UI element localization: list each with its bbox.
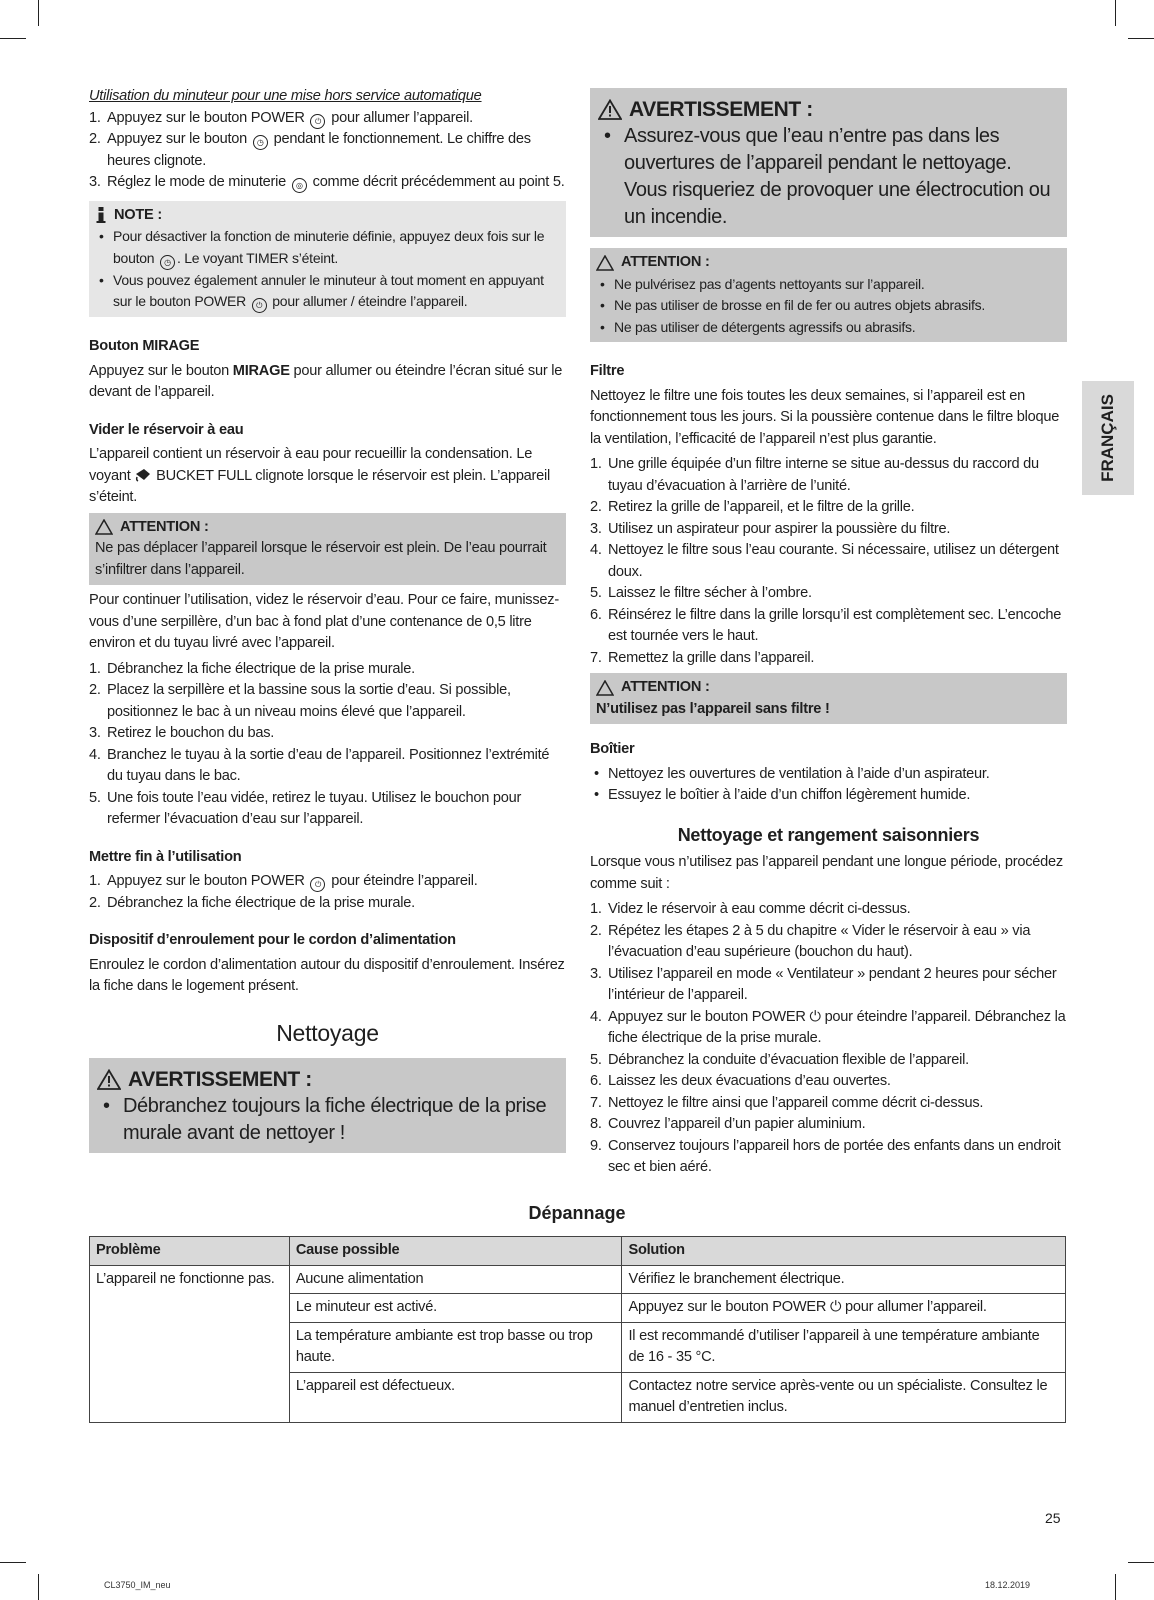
list-item [590,605,1067,648]
step-text: Branchez le tuyau à la sortie d’eau de l’appareil. Positionnez l’extrémité du tuyau dans le bac. [107,746,550,784]
filter-steps [590,454,1067,669]
warning-title-text: AVERTISSEMENT : [629,98,813,121]
attention-title-text: ATTENTION : [621,254,710,270]
info-icon [95,207,107,223]
step-number: 3. [89,174,101,190]
crop-mark [1115,0,1116,26]
cord-text: Enroulez le cordon d’alimentation autour du dispositif d’enroulement. Insérez la fiche dans le logement présent. [89,956,565,994]
right-column [590,88,1067,1179]
step-number: 2. [590,922,602,939]
step-number: 5. [590,1051,602,1068]
continue-text: Pour continuer l’utilisation, videz le réservoir d’eau. Pour ce faire, munissez-vous d’une serpillère, d’un bac à fond plat d’une contenance de 0,5 litre environ et du tuyau livré avec l’appareil. [89,592,559,651]
step-number: 1. [89,873,101,889]
warning-icon [596,680,614,696]
footer-file-name: CL3750_IM_neu [104,1580,171,1590]
list-item: • Nettoyez les ouvertures de ventilation à l’aide d’un aspirateur. [590,764,1067,786]
attention-box [590,248,1067,342]
table-cell: L’appareil ne fonctionne pas. [90,1265,290,1422]
step-text: pour allumer l’appareil. [331,109,473,126]
note-text: Pour désactiver la fonction de minuterie définie, appuyez deux fois sur le bouton [113,228,545,266]
step-text: Conservez toujours l’appareil hors de portée des enfants dans un endroit sec et bien aéré. [608,1137,1061,1175]
step-text: Utilisez l’appareil en mode « Ventilateur » pendant 2 heures pour sécher l’intérieur de l’appareil. [608,965,1057,1003]
step-text: Réinsérez le filtre dans la grille lorsqu’il est complètement sec. L’encoche est tournée vers le haut. [608,606,1062,644]
step-text: Débranchez la fiche électrique de la prise murale. [107,894,415,911]
list-item [590,1007,1067,1050]
list-item [590,1050,1067,1072]
list-item [590,1136,1067,1179]
step-text: Couvrez l’appareil d’un papier aluminium. [608,1116,866,1132]
list-item [590,519,1067,541]
timer-icon: ◷ [253,135,268,150]
step-number: 2. [89,682,101,698]
step-text: pour éteindre l’appareil. [331,873,478,889]
language-tab-label: FRANÇAIS [1098,394,1117,482]
step-number: 2. [89,894,101,911]
table-cell: Aucune alimentation [289,1265,622,1294]
attention-title [596,677,1061,699]
list-item [89,129,566,172]
timer-steps [89,108,566,194]
list-item [89,871,566,893]
troubleshooting-title: Dépannage [528,1203,626,1223]
step-text: pendant le fonctionnement. Le chiffre des heures clignote. [107,131,531,169]
mirage-text-b: pour allumer ou éteindre l’écran situé sur le devant de l’appareil. [89,362,563,400]
footer-date: 18.12.2019 [985,1580,1031,1590]
crop-mark [0,1562,26,1563]
step-text: comme décrit précédemment au point 5. [312,174,565,190]
warning-list [97,1093,558,1147]
step-text: Appuyez sur le bouton POWER [107,109,305,126]
attention-title-text: ATTENTION : [621,679,710,695]
list-item: • Assurez-vous que l’eau n’entre pas dans les ouvertures de l’appareil pendant le nettoyage. Vous risqueriez de provoquer une électrocution ou un incendie. [598,123,1059,231]
table-cell: Il est recommandé d’utiliser l’appareil à une température ambiante de 16 - 35 °C. [622,1322,1066,1372]
step-text: Réglez le mode de minuterie [107,174,287,190]
crop-mark [0,38,26,39]
timer-section-title: Utilisation du minuteur pour une mise hors service automatique [89,88,482,104]
step-number: 4. [89,746,101,763]
end-use-title: Mettre fin à l’utilisation [89,848,242,865]
list-item [590,583,1067,605]
step-number: 6. [590,606,602,623]
step-text: Appuyez sur le bouton POWER [107,873,305,889]
mirage-title: Bouton MIRAGE [89,338,200,354]
attention-title [596,252,1061,274]
list-item [590,1071,1067,1093]
list-item: • Débranchez toujours la fiche électrique de la prise murale avant de nettoyer ! [97,1093,558,1147]
list-item [89,659,566,681]
mirage-bold: MIRAGE [232,362,290,379]
filter-title: Filtre [590,363,625,379]
table-row [90,1265,1066,1294]
mirage-text-a: Appuyez sur le bouton [89,362,229,379]
step-number: 4. [590,542,602,558]
step-number: 4. [590,1008,602,1025]
warning-icon [95,519,113,535]
note-text: Vous pouvez également annuler le minuteur à tout moment en appuyant sur le bouton POWER [113,271,544,309]
warning-box [89,1058,566,1153]
list-item [89,172,566,194]
step-number: 7. [590,1094,602,1111]
bucket-full-icon [134,468,152,482]
list-item [590,497,1067,519]
warning-box [590,88,1067,237]
table-header: Cause possible [289,1237,622,1266]
step-text: Nettoyez le filtre sous l’eau courante. Si nécessaire, utilisez un détergent doux. [608,542,1059,580]
list-item: • Ne pas utiliser de détergents agressifs ou abrasifs. [596,317,1061,339]
housing-list [590,764,1067,807]
crop-mark [1128,1562,1154,1563]
list-item [95,226,560,270]
list-item [590,899,1067,921]
note-title-text: NOTE : [114,206,162,223]
step-text: Videz le réservoir à eau comme décrit ci-dessus. [608,901,911,917]
attention-title [95,517,560,539]
list-item: • Ne pulvérisez pas d’agents nettoyants sur l’appareil. [596,274,1061,296]
list-item [590,1093,1067,1115]
step-text: Retirez la grille de l’appareil, et le filtre de la grille. [608,499,915,515]
list-item [89,788,566,831]
attention-text: Ne pas déplacer l’appareil lorsque le réservoir est plein. De l’eau pourrait s’infiltrer dans l’appareil. [95,540,547,578]
step-number: 8. [590,1116,602,1132]
language-tab [1082,381,1134,495]
seasonal-heading: Nettoyage et rangement saisonniers [677,824,980,845]
step-number: 3. [89,725,101,741]
crop-mark [1128,38,1154,39]
list-item [89,745,566,788]
attention-box [590,673,1067,724]
end-steps [89,871,566,914]
cleaning-heading: Nettoyage [276,1019,379,1046]
attention-list [596,274,1061,339]
list-item [590,540,1067,583]
attention-box [89,513,566,586]
timer-icon: ◷ [160,255,175,270]
reservoir-text [89,444,566,509]
step-number: 1. [590,456,602,472]
power-icon: ⏻ [252,298,267,313]
list-item: • Ne pas utiliser de brosse en fil de fer ou autres objets abrasifs. [596,295,1061,317]
warning-icon [596,255,614,271]
step-text: Utilisez un aspirateur pour aspirer la poussière du filtre. [608,520,951,537]
note-text: . Le voyant TIMER s’éteint. [176,249,339,266]
step-number: 3. [590,520,602,537]
note-text: pour allumer / éteindre l’appareil. [272,293,468,309]
table-cell: Vérifiez le branchement électrique. [622,1265,1066,1294]
step-number: 2. [590,499,602,515]
step-number: 7. [590,649,602,666]
mirage-text [89,361,566,404]
step-number: 1. [590,901,602,917]
step-text: Placez la serpillère et la bassine sous la sortie d’eau. Si possible, positionnez le bac à un niveau moins élevé que l’appareil. [107,682,511,720]
housing-title: Boîtier [590,741,635,757]
step-text: Remettez la grille dans l’appareil. [608,649,815,666]
list-item [95,270,560,314]
list-item [590,1114,1067,1136]
reservoir-title: Vider le réservoir à eau [89,421,244,438]
step-text: Retirez le bouchon du bas. [107,725,275,741]
step-text: Débranchez la conduite d’évacuation flexible de l’appareil. [608,1051,969,1068]
step-number: 5. [590,585,602,601]
drain-steps [89,659,566,831]
step-text: Une fois toute l’eau vidée, retirez le tuyau. Utilisez le bouchon pour refermer l’évacuation d’eau sur l’appareil. [107,789,522,827]
table-header: Solution [622,1237,1066,1266]
table-cell: Le minuteur est activé. [289,1294,622,1323]
attention-title-text: ATTENTION : [120,518,209,535]
step-text: Appuyez sur le bouton POWER ⏻ pour éteindre l’appareil. Débranchez la fiche électrique de la prise murale. [608,1008,1066,1046]
attention-text: N’utilisez pas l’appareil sans filtre ! [596,700,830,717]
step-number: 1. [89,660,101,677]
step-number: 3. [590,965,602,982]
list-item [89,723,566,745]
table-header: Problème [90,1237,290,1266]
list-item [89,893,566,915]
step-number: 9. [590,1137,602,1154]
table-cell: Appuyez sur le bouton POWER ⏻ pour allumer l’appareil. [622,1294,1066,1323]
step-text: Laissez le filtre sécher à l’ombre. [608,585,812,601]
power-icon: ⏻ [310,877,325,892]
crop-mark [1115,1574,1116,1600]
step-text: Répétez les étapes 2 à 5 du chapitre « Vider le réservoir à eau » via l’évacuation d’eau supérieure (bouchon du haut). [608,922,1031,960]
seasonal-text: Lorsque vous n’utilisez pas l’appareil pendant une longue période, procédez comme suit : [590,854,1063,892]
table-cell: La température ambiante est trop basse ou trop haute. [289,1322,622,1372]
filter-text: Nettoyez le filtre une fois toutes les deux semaines, si l’appareil est en fonctionnement tous les jours. Si la poussière contenue dans le filtre bloque la ventilation, l’efficacité de l’appareil n’est plus garantie. [590,387,1060,447]
reservoir-text-a: L’appareil contient un réservoir à eau pour recueillir la condensation. Le voyant [89,446,533,484]
table-cell: L’appareil est défectueux. [289,1372,622,1422]
left-column [89,86,566,1153]
warning-icon [97,1069,121,1090]
warning-title [97,1066,558,1093]
step-text: Appuyez sur le bouton [107,131,247,147]
step-number: 2. [89,131,101,147]
step-text: Une grille équipée d’un filtre interne se situe au-dessus du raccord du tuyau d’évacuation à l’arrière de l’unité. [608,456,1039,494]
warning-icon [598,99,622,120]
timer-mode-icon: ◎ [292,178,307,193]
warning-list [598,123,1059,231]
step-number: 6. [590,1073,602,1089]
note-box [89,201,566,318]
note-list [95,226,560,313]
list-item [590,454,1067,497]
list-item [590,921,1067,964]
table-header-row [90,1237,1066,1266]
page-number: 25 [1045,1510,1061,1526]
step-text: Débranchez la fiche électrique de la prise murale. [107,660,415,677]
troubleshooting-table [89,1236,1066,1423]
table-cell: Contactez notre service après-vente ou un spécialiste. Consultez le manuel d’entretien inclus. [622,1372,1066,1422]
list-item [89,680,566,723]
step-number: 1. [89,109,101,126]
warning-title [598,96,1059,123]
reservoir-text-b: BUCKET FULL clignote lorsque le réservoir est plein. L’appareil s’éteint. [89,467,551,505]
list-item [590,648,1067,670]
step-text: Nettoyez le filtre ainsi que l’appareil comme décrit ci-dessus. [608,1094,984,1111]
list-item [89,108,566,130]
step-text: Laissez les deux évacuations d’eau ouvertes. [608,1073,891,1089]
list-item: • Essuyez le boîtier à l’aide d’un chiffon légèrement humide. [590,785,1067,807]
step-number: 5. [89,789,101,806]
list-item [590,964,1067,1007]
crop-mark [38,1574,39,1600]
warning-title-text: AVERTISSEMENT : [128,1068,312,1091]
crop-mark [38,0,39,26]
note-title [95,205,560,227]
seasonal-steps [590,899,1067,1179]
power-icon: ⏻ [310,114,325,129]
cord-title: Dispositif d’enroulement pour le cordon d’alimentation [89,932,456,948]
